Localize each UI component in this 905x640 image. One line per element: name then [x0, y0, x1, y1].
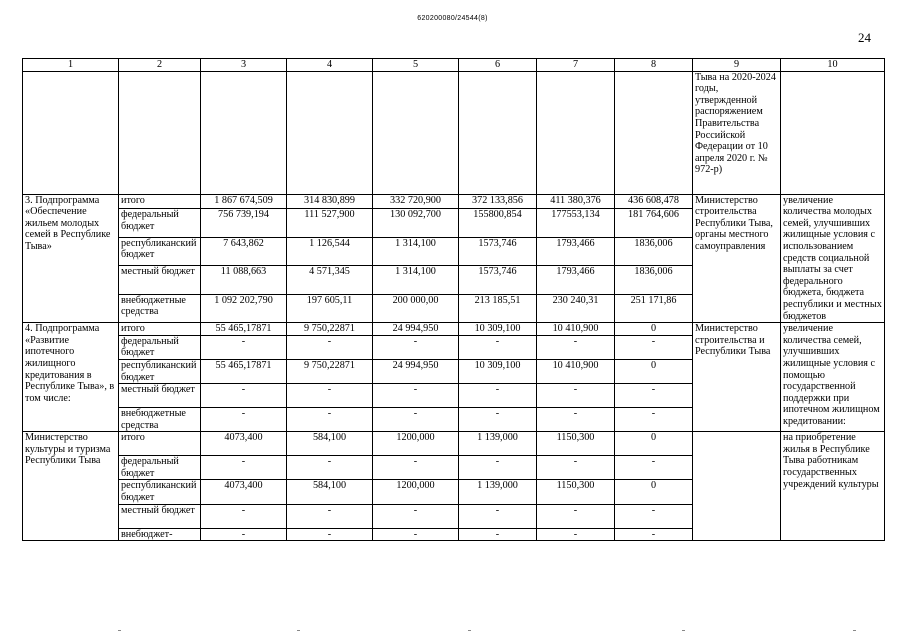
- funding-source: республиканский бюджет: [119, 359, 201, 383]
- funding-source: федеральный бюджет: [119, 209, 201, 237]
- col-number: 4: [287, 59, 373, 72]
- amount-cell: -: [373, 456, 459, 480]
- subprogram-3-result: увеличение количества молодых семей, улучшивших жилищные условия с использованием средств социальной выплаты за счет федерального бюджета, бюджета республики и местных бюджетов: [781, 194, 885, 323]
- amount-cell: -: [459, 528, 537, 541]
- amount-cell: 10 309,100: [459, 359, 537, 383]
- amount-cell: 4073,400: [201, 480, 287, 504]
- amount-cell: 1 867 674,509: [201, 194, 287, 209]
- amount-cell: 314 830,899: [287, 194, 373, 209]
- amount-cell: 200 000,00: [373, 294, 459, 323]
- funding-source: итого: [119, 194, 201, 209]
- col-number: 10: [781, 59, 885, 72]
- amount-cell: -: [373, 384, 459, 408]
- document-id: 620200080/24544(8): [417, 15, 488, 22]
- amount-cell: -: [615, 456, 693, 480]
- amount-cell: -: [201, 408, 287, 432]
- amount-cell: -: [287, 408, 373, 432]
- amount-cell: 197 605,11: [287, 294, 373, 323]
- amount-cell: 230 240,31: [537, 294, 615, 323]
- amount-cell: -: [201, 384, 287, 408]
- amount-cell: 411 380,376: [537, 194, 615, 209]
- amount-cell: 11 088,663: [201, 266, 287, 294]
- amount-cell: 332 720,900: [373, 194, 459, 209]
- amount-cell: 0: [615, 480, 693, 504]
- amount-cell: 1200,000: [373, 480, 459, 504]
- amount-cell: -: [537, 456, 615, 480]
- amount-cell: 1836,006: [615, 237, 693, 265]
- col-number: 1: [23, 59, 119, 72]
- amount-cell: 10 309,100: [459, 323, 537, 336]
- amount-cell: 1 139,000: [459, 480, 537, 504]
- amount-cell: 1793,466: [537, 266, 615, 294]
- amount-cell: 1 314,100: [373, 266, 459, 294]
- amount-cell: -: [615, 408, 693, 432]
- amount-cell: -: [615, 335, 693, 359]
- amount-cell: 55 465,17871: [201, 359, 287, 383]
- funding-source: итого: [119, 323, 201, 336]
- funding-source: внебюджетные средства: [119, 294, 201, 323]
- amount-cell: 111 527,900: [287, 209, 373, 237]
- amount-cell: 1573,746: [459, 237, 537, 265]
- amount-cell: -: [459, 384, 537, 408]
- ministry-culture-name: Министерство культуры и туризма Республики Тыва: [23, 432, 119, 541]
- amount-cell: 10 410,900: [537, 323, 615, 336]
- amount-cell: 9 750,22871: [287, 359, 373, 383]
- amount-cell: -: [201, 528, 287, 541]
- funding-source: федеральный бюджет: [119, 335, 201, 359]
- amount-cell: -: [373, 528, 459, 541]
- amount-cell: 7 643,862: [201, 237, 287, 265]
- amount-cell: 584,100: [287, 480, 373, 504]
- amount-cell: 0: [615, 359, 693, 383]
- page-number: 24: [858, 30, 871, 45]
- table-row: [23, 432, 885, 456]
- amount-cell: -: [201, 504, 287, 528]
- amount-cell: -: [459, 504, 537, 528]
- amount-cell: 1200,000: [373, 432, 459, 456]
- amount-cell: 24 994,950: [373, 323, 459, 336]
- amount-cell: -: [537, 528, 615, 541]
- col-number: 2: [119, 59, 201, 72]
- amount-cell: 10 410,900: [537, 359, 615, 383]
- amount-cell: -: [459, 335, 537, 359]
- continuation-row: [23, 71, 885, 194]
- funding-source: местный бюджет: [119, 504, 201, 528]
- amount-cell: -: [287, 335, 373, 359]
- amount-cell: 372 133,856: [459, 194, 537, 209]
- amount-cell: 1793,466: [537, 237, 615, 265]
- amount-cell: -: [287, 504, 373, 528]
- budget-table: [22, 58, 885, 541]
- amount-cell: 213 185,51: [459, 294, 537, 323]
- amount-cell: -: [537, 335, 615, 359]
- amount-cell: 1 139,000: [459, 432, 537, 456]
- amount-cell: -: [201, 456, 287, 480]
- amount-cell: -: [537, 504, 615, 528]
- amount-cell: -: [615, 504, 693, 528]
- amount-cell: 4 571,345: [287, 266, 373, 294]
- amount-cell: -: [373, 408, 459, 432]
- amount-cell: -: [459, 408, 537, 432]
- subprogram-4-responsible: Министерство строительства и Республики Тыва: [693, 323, 781, 432]
- subprogram-4-name: 4. Подпрограмма «Развитие ипотечного жилищного кредитования в Республике Тыва», в том числе:: [23, 323, 119, 432]
- subprogram-4-result: увеличение количества семей, улучшивших жилищные условия с помощью государственной поддержки при ипотечном жилищном кредитовании:: [781, 323, 885, 432]
- funding-source: республиканский бюджет: [119, 480, 201, 504]
- amount-cell: -: [287, 384, 373, 408]
- amount-cell: -: [287, 528, 373, 541]
- amount-cell: -: [537, 384, 615, 408]
- amount-cell: 130 092,700: [373, 209, 459, 237]
- amount-cell: 177553,134: [537, 209, 615, 237]
- amount-cell: 0: [615, 323, 693, 336]
- amount-cell: 0: [615, 432, 693, 456]
- amount-cell: 1 314,100: [373, 237, 459, 265]
- scan-specks: [0, 630, 905, 634]
- ministry-culture-responsible: [693, 432, 781, 541]
- col-number: 7: [537, 59, 615, 72]
- amount-cell: -: [615, 528, 693, 541]
- funding-source: внебюджет-: [119, 528, 201, 541]
- funding-source: местный бюджет: [119, 266, 201, 294]
- amount-cell: 1150,300: [537, 432, 615, 456]
- funding-source: федеральный бюджет: [119, 456, 201, 480]
- col-number: 6: [459, 59, 537, 72]
- col-number: 5: [373, 59, 459, 72]
- amount-cell: -: [201, 335, 287, 359]
- amount-cell: 24 994,950: [373, 359, 459, 383]
- amount-cell: -: [537, 408, 615, 432]
- continuation-responsible: Тыва на 2020-2024 годы, утвержденной распоряжением Правительства Российской Федерации от 10 апреля 2020 г. № 972-р): [693, 71, 781, 194]
- col-number: 8: [615, 59, 693, 72]
- subprogram-3-name: 3. Подпрограмма «Обеспечение жильем молодых семей в Республике Тыва»: [23, 194, 119, 323]
- funding-source: республиканский бюджет: [119, 237, 201, 265]
- col-number: 9: [693, 59, 781, 72]
- table-row: [23, 323, 885, 336]
- amount-cell: 1573,746: [459, 266, 537, 294]
- amount-cell: -: [287, 456, 373, 480]
- ministry-culture-result: на приобретение жилья в Республике Тыва работникам государственных учреждений культуры: [781, 432, 885, 541]
- amount-cell: 55 465,17871: [201, 323, 287, 336]
- column-number-row: [23, 59, 885, 72]
- amount-cell: -: [373, 504, 459, 528]
- amount-cell: -: [373, 335, 459, 359]
- table-row: [23, 194, 885, 209]
- amount-cell: 4073,400: [201, 432, 287, 456]
- subprogram-3-responsible: Министерство строительства Республики Тыва, органы местного самоуправления: [693, 194, 781, 323]
- amount-cell: 756 739,194: [201, 209, 287, 237]
- funding-source: внебюджетные средства: [119, 408, 201, 432]
- funding-source: местный бюджет: [119, 384, 201, 408]
- amount-cell: 1836,006: [615, 266, 693, 294]
- amount-cell: -: [615, 384, 693, 408]
- amount-cell: -: [459, 456, 537, 480]
- amount-cell: 436 608,478: [615, 194, 693, 209]
- funding-source: итого: [119, 432, 201, 456]
- amount-cell: 1 126,544: [287, 237, 373, 265]
- amount-cell: 1 092 202,790: [201, 294, 287, 323]
- amount-cell: 584,100: [287, 432, 373, 456]
- amount-cell: 251 171,86: [615, 294, 693, 323]
- amount-cell: 1150,300: [537, 480, 615, 504]
- amount-cell: 155800,854: [459, 209, 537, 237]
- col-number: 3: [201, 59, 287, 72]
- amount-cell: 181 764,606: [615, 209, 693, 237]
- amount-cell: 9 750,22871: [287, 323, 373, 336]
